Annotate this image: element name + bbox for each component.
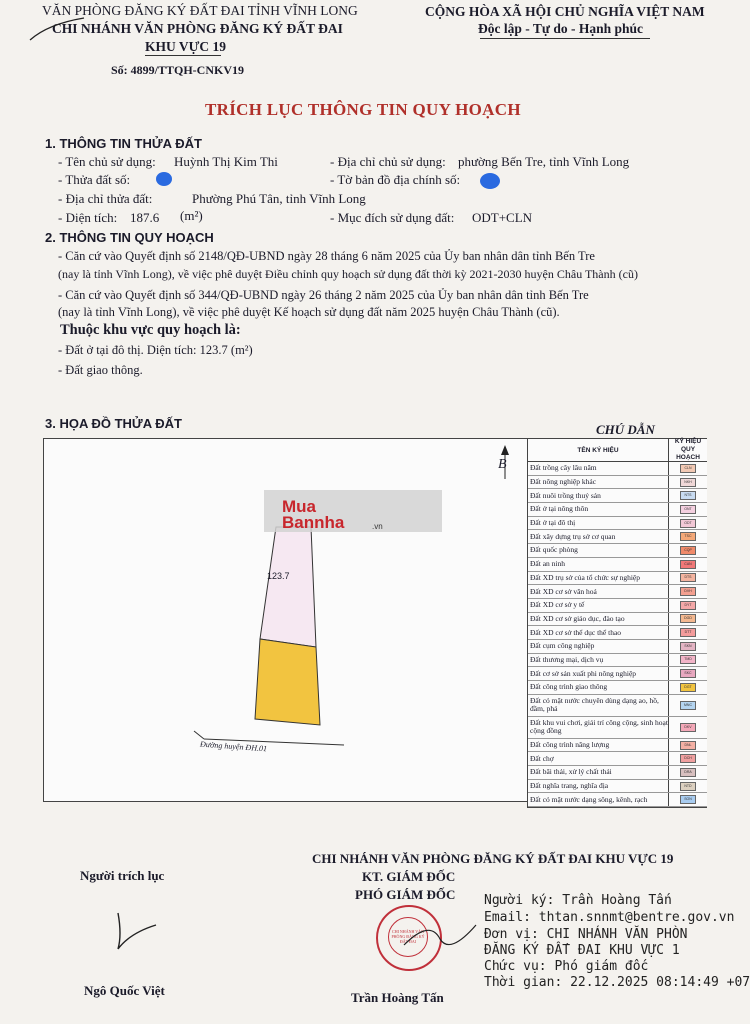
legend-swatch: DTT: [680, 628, 696, 637]
legend-row: [528, 572, 707, 586]
redaction-blob: [156, 172, 172, 186]
legend-swatch: TMD: [680, 655, 696, 664]
agency-line3: KHU VỰC 19: [145, 39, 226, 54]
legend-row: [528, 654, 707, 668]
legend-row: [528, 599, 707, 613]
legend-item-name: Đất ở tại nông thôn: [528, 503, 669, 516]
legend-swatch: DCH: [680, 754, 696, 763]
owner-label: - Tên chủ sử dụng:: [58, 154, 156, 169]
legend-row: [528, 640, 707, 654]
purpose-value: ODT+CLN: [472, 210, 533, 225]
legend-item-name: Đất XD trụ sở của tổ chức sự nghiệp: [528, 572, 669, 585]
legend-item-name: Đất thương mại, dịch vụ: [528, 654, 669, 667]
legend-swatch: SKC: [680, 669, 696, 678]
parcel-area-label: 123.7: [267, 571, 290, 581]
zone-item-transport: - Đất giao thông.: [58, 363, 143, 377]
legend-col-symbol: KÝ HIỆU QUY HOẠCH: [674, 438, 702, 461]
basis2-line2: (nay là tỉnh Vĩnh Long), về việc phê duyệt Kế hoạch sử dụng đất năm 2025 huyện Châu Thành (cũ).: [58, 305, 560, 319]
zone-item-residential: - Đất ở tại đô thị. Diện tích: 123.7 (m²): [58, 343, 253, 357]
redaction-blob: [480, 173, 500, 189]
legend-swatch: DGD: [680, 614, 696, 623]
legend-row: [528, 667, 707, 681]
legend-item-name: Đất nghĩa trang, nghĩa địa: [528, 780, 669, 793]
doc-number: Số: 4899/TTQH-CNKV19: [111, 63, 245, 77]
area-label: - Diện tích:: [58, 210, 118, 225]
parcel-no-label: - Thửa đất số:: [58, 172, 131, 187]
owner-address-label: - Địa chỉ chủ sử dụng:: [330, 154, 446, 169]
legend-row: [528, 739, 707, 753]
nation-motto: Độc lập - Tự do - Hạnh phúc: [478, 21, 644, 36]
legend-table: [527, 438, 707, 808]
legend-item-name: Đất trồng cây lâu năm: [528, 462, 669, 475]
cert-position: Chức vụ: Phó giám đốc: [484, 959, 649, 974]
legend-item-name: Đất chợ: [528, 752, 669, 765]
legend-row: [528, 517, 707, 531]
left-signature-icon: [108, 905, 168, 955]
legend-swatch: CAN: [680, 560, 696, 569]
legend-item-name: Đất có mặt nước chuyên dùng dạng ao, hồ, đầm, phá: [528, 695, 669, 716]
parcel-transport-area: [255, 639, 320, 725]
legend-item-name: Đất nông nghiệp khác: [528, 476, 669, 489]
watermark-line2: Bannha: [282, 513, 345, 532]
header-underline: [145, 55, 221, 56]
right-org: CHI NHÁNH VĂN PHÒNG ĐĂNG KÝ ĐẤT ĐAI KHU VỰC 19: [312, 851, 674, 866]
legend-item-name: Đất cơ sở sản xuất phi nông nghiệp: [528, 667, 669, 680]
north-symbol: B: [498, 457, 507, 472]
legend-swatch: DYT: [680, 601, 696, 610]
legend-item-name: Đất XD cơ sở văn hoá: [528, 585, 669, 598]
legend-swatch: DTS: [680, 573, 696, 582]
nation-title: CỘNG HÒA XÃ HỘI CHỦ NGHĨA VIỆT NAM: [425, 4, 705, 19]
legend-swatch: ODT: [680, 519, 696, 528]
legend-row: [528, 752, 707, 766]
parcel-address-value: Phường Phú Tân, tỉnh Vĩnh Long: [192, 191, 366, 206]
legend-row: [528, 476, 707, 490]
legend-row: [528, 695, 707, 717]
legend-swatch: SON: [680, 795, 696, 804]
section3-heading: 3. HỌA ĐỒ THỬA ĐẤT: [45, 416, 182, 431]
purpose-label: - Mục đích sử dụng đất:: [330, 210, 455, 225]
legend-swatch: NTD: [680, 782, 696, 791]
cert-time: Thời gian: 22.12.2025 08:14:49 +07: [484, 975, 750, 990]
legend-row: [528, 717, 707, 739]
stamp-text: CHI NHÁNH VĂN PHÒNG ĐĂNG KÝ ĐẤT ĐAI: [391, 929, 425, 944]
legend-row: [528, 793, 707, 807]
right-signature-icon: [400, 915, 480, 955]
legend-item-name: Đất công trình giao thông: [528, 681, 669, 694]
legend-item-name: Đất xây dựng trụ sở cơ quan: [528, 530, 669, 543]
cert-unit-line2: ĐĂNG KÝ ĐẤT ĐAI KHU VỰC 1: [484, 943, 680, 958]
legend-item-name: Đất bãi thải, xử lý chất thải: [528, 766, 669, 779]
right-role: PHÓ GIÁM ĐỐC: [355, 887, 456, 902]
legend-row: [528, 489, 707, 503]
cert-email: Email: thtan.snnmt@bentre.gov.vn: [484, 910, 735, 925]
legend-row: [528, 530, 707, 544]
document-title: TRÍCH LỤC THÔNG TIN QUY HOẠCH: [205, 100, 521, 119]
legend-item-name: Đất công trình năng lượng: [528, 739, 669, 752]
legend-swatch: DVH: [680, 587, 696, 596]
right-kt: KT. GIÁM ĐỐC: [362, 869, 456, 884]
legend-swatch: NKH: [680, 478, 696, 487]
owner-value: Huỳnh Thị Kim Thi: [174, 154, 278, 169]
legend-row: [528, 780, 707, 794]
map-sheet-label: - Tờ bản đồ địa chính số:: [330, 172, 461, 187]
area-value: 187.6: [130, 210, 160, 225]
watermark-line1: Mua: [282, 497, 316, 516]
watermark-suffix: .vn: [372, 522, 383, 531]
basis1-line2: (nay là tỉnh Vĩnh Long), về việc phê duyệt Điều chỉnh quy hoạch sử dụng đất thời kỳ 2021-2030 huyện Châu Thành (cũ): [58, 267, 638, 281]
legend-item-name: Đất an ninh: [528, 558, 669, 571]
legend-item-name: Đất cụm công nghiệp: [528, 640, 669, 653]
legend-item-name: Đất XD cơ sở y tế: [528, 599, 669, 612]
legend-row: [528, 626, 707, 640]
basis2-line1: - Căn cứ vào Quyết định số 344/QĐ-UBND ngày 26 tháng 2 năm 2025 của Ủy ban nhân dân tỉnh Bến Tre: [58, 288, 589, 302]
agency-line1: VĂN PHÒNG ĐĂNG KÝ ĐẤT ĐAI TỈNH VĨNH LONG: [42, 3, 358, 18]
legend-swatch: MNC: [680, 701, 696, 710]
owner-address-value: phường Bến Tre, tỉnh Vĩnh Long: [458, 154, 630, 169]
agency-line2: CHI NHÁNH VĂN PHÒNG ĐĂNG KÝ ĐẤT ĐAI: [52, 21, 343, 36]
pen-stroke: [28, 14, 88, 44]
legend-row: [528, 613, 707, 627]
zone-heading: Thuộc khu vực quy hoạch là:: [60, 322, 241, 338]
legend-swatch: DNL: [680, 741, 696, 750]
parcel-address-label: - Địa chỉ thửa đất:: [58, 191, 153, 206]
legend-col-name: TÊN KÝ HIỆU: [528, 439, 669, 461]
legend-item-name: Đất XD cơ sở thể dục thể thao: [528, 626, 669, 639]
legend-row: [528, 681, 707, 695]
left-signer-name: Ngô Quốc Việt: [84, 983, 165, 998]
legend-row: [528, 462, 707, 476]
legend-swatch: CLN: [680, 464, 696, 473]
legend-swatch: DGT: [680, 683, 696, 692]
legend-swatch: CQP: [680, 546, 696, 555]
motto-underline: [480, 38, 650, 39]
legend-item-name: Đất nuôi trồng thuỷ sản: [528, 489, 669, 502]
cert-unit-line1: Đơn vị: CHI NHÁNH VĂN PHÒN: [484, 927, 688, 942]
section1-heading: 1. THÔNG TIN THỬA ĐẤT: [45, 136, 202, 151]
legend-row: [528, 558, 707, 572]
legend-row: [528, 544, 707, 558]
legend-title: CHÚ DẪN: [596, 422, 655, 437]
left-signer-title: Người trích lục: [80, 868, 165, 883]
legend-item-name: Đất ở tại đô thị: [528, 517, 669, 530]
legend-item-name: Đất khu vui chơi, giải trí công cộng, sinh hoạt cộng đồng: [528, 717, 669, 738]
road-label: Đường huyện ĐH.01: [199, 739, 268, 754]
legend-swatch: DRA: [680, 768, 696, 777]
right-signer-name: Trần Hoàng Tấn: [351, 990, 444, 1005]
area-unit: (m²): [180, 208, 203, 223]
legend-item-name: Đất có mặt nước dạng sông, kênh, rạch: [528, 793, 669, 806]
legend-swatch: NTS: [680, 491, 696, 500]
basis1-line1: - Căn cứ vào Quyết định số 2148/QĐ-UBND ngày 28 tháng 6 năm 2025 của Ủy ban nhân dân tỉnh Bến Tre: [58, 249, 595, 263]
legend-header: [528, 439, 707, 462]
section2-heading: 2. THÔNG TIN QUY HOẠCH: [45, 230, 214, 245]
legend-item-name: Đất quốc phòng: [528, 544, 669, 557]
legend-swatch: ONT: [680, 505, 696, 514]
legend-swatch: TSC: [680, 532, 696, 541]
legend-swatch: SKN: [680, 642, 696, 651]
legend-swatch: DKV: [680, 723, 696, 732]
cert-signer: Người ký: Trần Hoàng Tấn: [484, 893, 672, 908]
legend-row: [528, 766, 707, 780]
legend-row: [528, 503, 707, 517]
legend-item-name: Đất XD cơ sở giáo dục, đào tạo: [528, 613, 669, 626]
legend-row: [528, 585, 707, 599]
parcel-residential-area: [260, 527, 316, 647]
